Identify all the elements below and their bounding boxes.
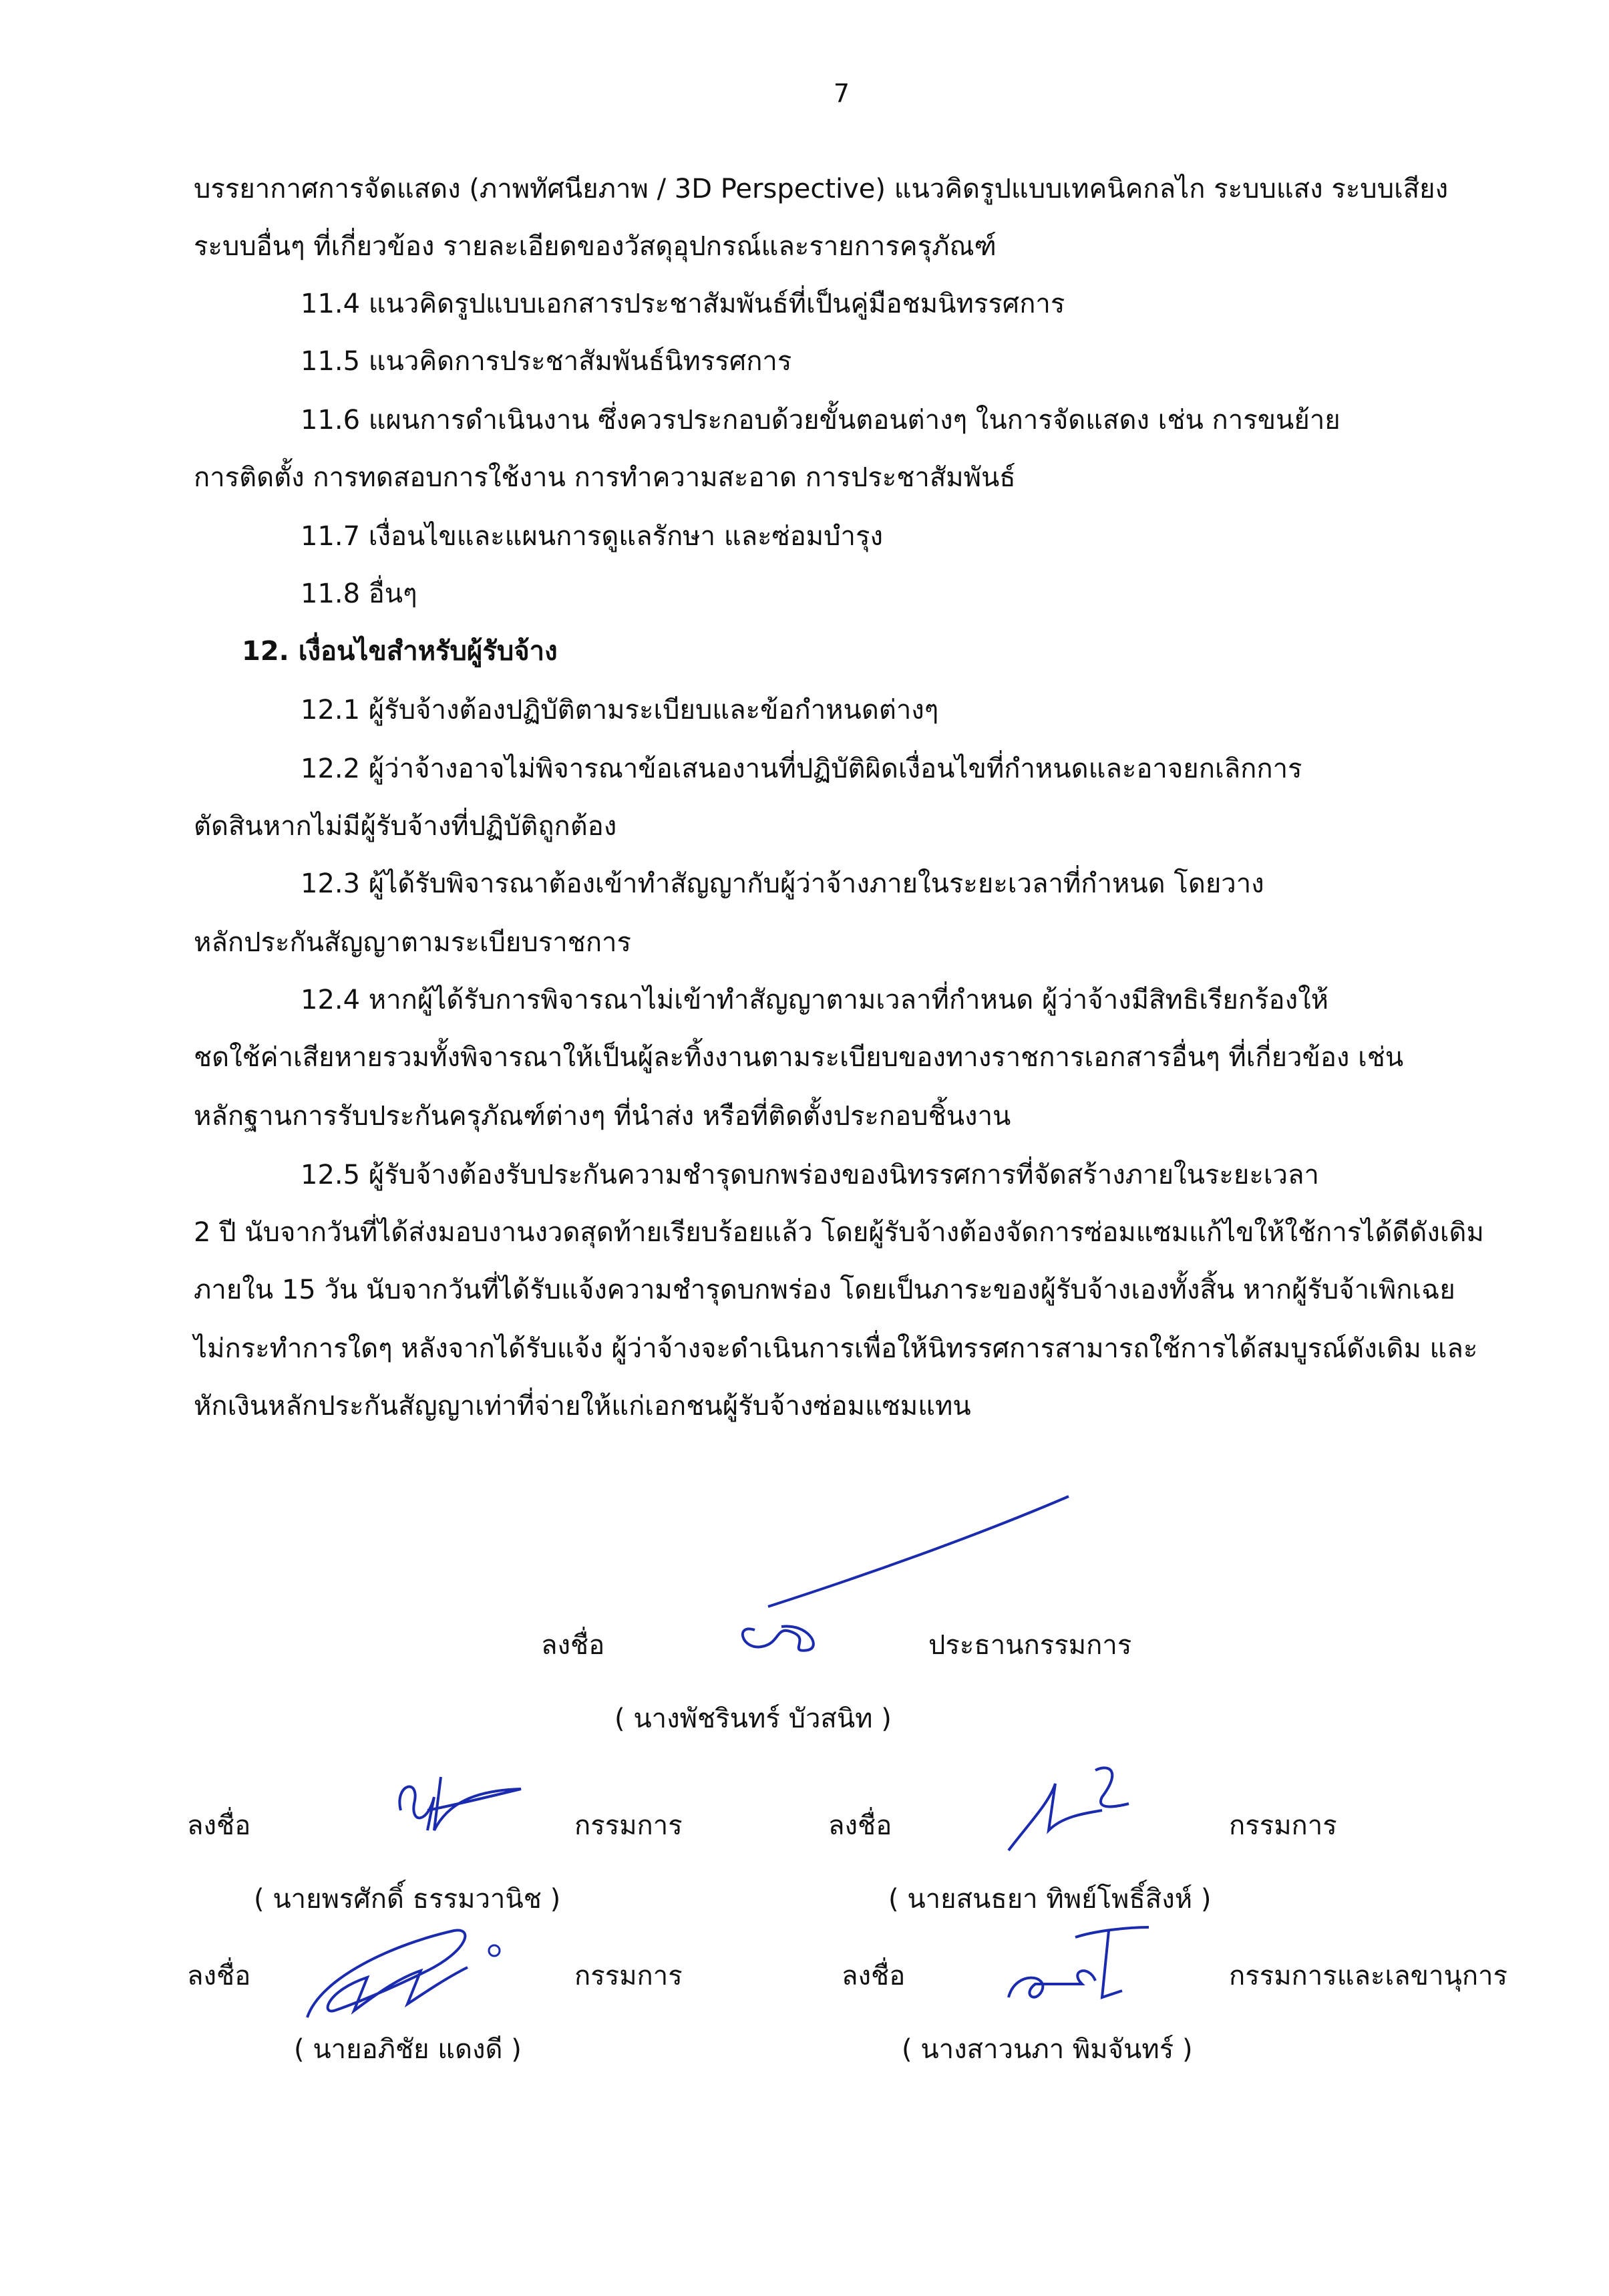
sign-label: ลงชื่อ bbox=[541, 1630, 605, 1661]
body-line: หลักฐานการรับประกันครุภัณฑ์ต่างๆ ที่นำส่ง หรือที่ติดตั้งประกอบชิ้นงาน bbox=[194, 1101, 1011, 1132]
chair-role: ประธานกรรมการ bbox=[928, 1630, 1132, 1661]
member1-signature bbox=[387, 1764, 534, 1844]
secretary-signature bbox=[995, 1917, 1155, 2011]
member2-signature bbox=[995, 1757, 1142, 1857]
sign-label: ลงชื่อ bbox=[842, 1961, 906, 1991]
item-12-4: 12.4 หากผู้ได้รับการพิจารณาไม่เข้าทำสัญญาตามเวลาที่กำหนด ผู้ว่าจ้างมีสิทธิเรียกร้องให้ bbox=[301, 985, 1329, 1015]
item-11-4: 11.4 แนวคิดรูปแบบเอกสารประชาสัมพันธ์ที่เป็นคู่มือชมนิทรรศการ bbox=[301, 289, 1065, 319]
item-12-1: 12.1 ผู้รับจ้างต้องปฏิบัติตามระเบียบและข้อกำหนดต่างๆ bbox=[301, 695, 939, 725]
secretary-role: กรรมการและเลขานุการ bbox=[1229, 1961, 1507, 1991]
member3-role: กรรมการ bbox=[574, 1961, 683, 1991]
section-12-heading: 12. เงื่อนไขสำหรับผู้รับจ้าง bbox=[242, 636, 558, 667]
body-line: การติดตั้ง การทดสอบการใช้งาน การทำความสะอาด การประชาสัมพันธ์ bbox=[194, 462, 1016, 493]
member1-name: ( นายพรศักดิ์ ธรรมวานิช ) bbox=[254, 1884, 561, 1915]
sign-label: ลงชื่อ bbox=[187, 1810, 251, 1841]
body-line: ภายใน 15 วัน นับจากวันที่ได้รับแจ้งความชำรุดบกพร่อง โดยเป็นภาระของผู้รับจ้างเองทั้งสิ้น หากผู้รับจ้าเพิกเฉย bbox=[194, 1275, 1455, 1305]
page-number: 7 bbox=[833, 79, 850, 108]
secretary-name: ( นางสาวนภา พิมจันทร์ ) bbox=[902, 2034, 1193, 2065]
body-line: หลักประกันสัญญาตามระเบียบราชการ bbox=[194, 927, 631, 958]
item-11-6: 11.6 แผนการดำเนินงาน ซึ่งควรประกอบด้วยขั้นตอนต่างๆ ในการจัดแสดง เช่น การขนย้าย bbox=[301, 405, 1340, 436]
body-line: ไม่กระทำการใดๆ หลังจากได้รับแจ้ง ผู้ว่าจ้างจะดำเนินการเพื่อให้นิทรรศการสามารถใช้การได้สมบูรณ์ดังเดิม และ bbox=[194, 1333, 1478, 1364]
item-12-2: 12.2 ผู้ว่าจ้างอาจไม่พิจารณาข้อเสนองานที่ปฏิบัติผิดเงื่อนไขที่กำหนดและอาจยกเลิกการ bbox=[301, 754, 1302, 784]
body-line: ตัดสินหากไม่มีผู้รับจ้างที่ปฏิบัติถูกต้อง bbox=[194, 811, 617, 842]
body-line: ระบบอื่นๆ ที่เกี่ยวข้อง รายละเอียดของวัสดุอุปกรณ์และรายการครุภัณฑ์ bbox=[194, 231, 997, 262]
member3-name: ( นายอภิชัย แดงดี ) bbox=[294, 2034, 522, 2065]
sign-label: ลงชื่อ bbox=[828, 1810, 892, 1841]
body-line: บรรยากาศการจัดแสดง (ภาพทัศนียภาพ / 3D Perspective) แนวคิดรูปแบบเทคนิคกลไก ระบบแสง ระบบเสียง bbox=[194, 174, 1449, 204]
item-12-3: 12.3 ผู้ได้รับพิจารณาต้องเข้าทำสัญญากับผู้ว่าจ้างภายในระยะเวลาที่กำหนด โดยวาง bbox=[301, 868, 1264, 899]
item-11-7: 11.7 เงื่อนไขและแผนการดูแลรักษา และซ่อมบำรุง bbox=[301, 521, 884, 552]
member3-signature bbox=[294, 1911, 521, 2031]
body-line: หักเงินหลักประกันสัญญาเท่าที่จ่ายให้แก่เอกชนผู้รับจ้างซ่อมแซมแทน bbox=[194, 1391, 971, 1422]
body-line: ชดใช้ค่าเสียหายรวมทั้งพิจารณาให้เป็นผู้ละทิ้งงานตามระเบียบของทางราชการเอกสารอื่นๆ ที่เกี่ยวข้อง เช่น bbox=[194, 1042, 1404, 1073]
member2-role: กรรมการ bbox=[1229, 1810, 1337, 1841]
member2-name: ( นายสนธยา ทิพย์โพธิ์สิงห์ ) bbox=[888, 1884, 1212, 1915]
item-11-8: 11.8 อื่นๆ bbox=[301, 579, 417, 609]
sign-label: ลงชื่อ bbox=[187, 1961, 251, 1991]
chair-name: ( นางพัชรินทร์ บัวสนิท ) bbox=[614, 1703, 892, 1734]
item-11-5: 11.5 แนวคิดการประชาสัมพันธ์นิทรรศการ bbox=[301, 346, 792, 377]
member1-role: กรรมการ bbox=[574, 1810, 683, 1841]
item-12-5: 12.5 ผู้รับจ้างต้องรับประกันความชำรุดบกพร่องของนิทรรศการที่จัดสร้างภายในระยะเวลา bbox=[301, 1160, 1319, 1190]
body-line: 2 ปี นับจากวันที่ได้ส่งมอบงานงวดสุดท้ายเรียบร้อยแล้ว โดยผู้รับจ้างต้องจัดการซ่อมแซมแก้ไขให้ใช้การได้ดีดังเดิม bbox=[194, 1217, 1484, 1248]
